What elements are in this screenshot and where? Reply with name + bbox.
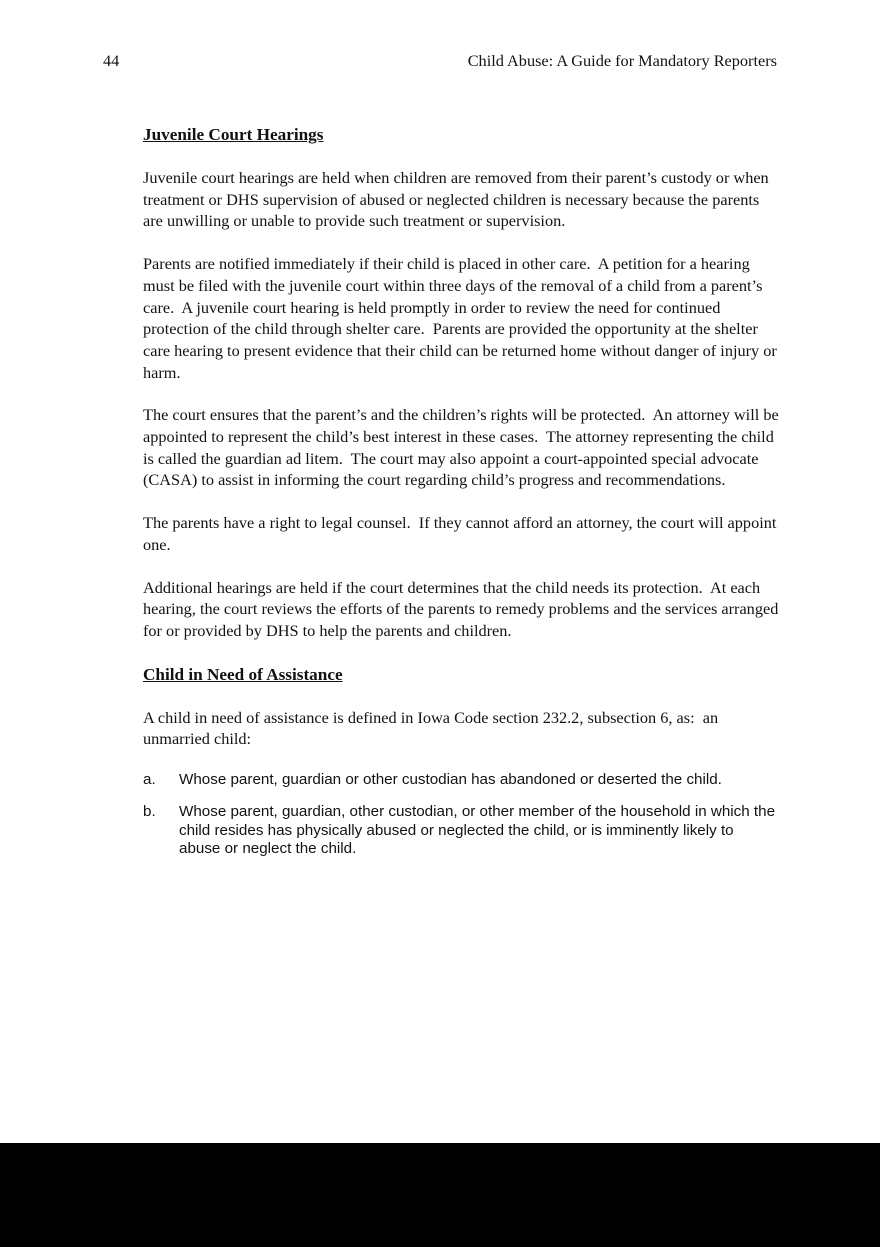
running-title: Child Abuse: A Guide for Mandatory Reporters [467,51,777,70]
lettered-list [143,771,779,859]
list-item-marker: b. [143,803,156,821]
page-number: 44 [103,51,120,70]
section-heading-child-in-need-of-assistance: Child in Need of Assistance [143,664,343,684]
bottom-letterbox-band [0,1143,880,1247]
paragraph: The court ensures that the parent’s and the children’s rights will be protected. An attorney will be appointed to represent the child’s best interest in these cases. The attorney representing the child is called the guardian ad litem. The court may also appoint a court-appointed special advocate (CASA) to assist in informing the court regarding child’s progress and recommendations. [143,405,783,490]
paragraph: A child in need of assistance is defined in Iowa Code section 232.2, subsection 6, as: an unmarried child: [143,707,723,749]
list-item-text: Whose parent, guardian or other custodian has abandoned or deserted the child. [179,771,722,789]
page-header [0,52,880,70]
paragraph: The parents have a right to legal counsel. If they cannot afford an attorney, the court will appoint one. [143,513,781,554]
list-item [143,803,779,858]
list-item-marker: a. [143,771,156,789]
list-item-text: Whose parent, guardian, other custodian, or other member of the household in which the child resides has physically abused or neglected the child, or is imminently likely to abuse or neglect the child. [179,803,780,858]
page-content [143,124,783,859]
paragraph: Additional hearings are held if the court determines that the child needs its protection. At each hearing, the court reviews the efforts of the parents to remedy problems and the services arranged for or provided by DHS to help the parents and children. [143,577,783,640]
paragraph: Juvenile court hearings are held when children are removed from their parent’s custody or when treatment or DHS supervision of abused or neglected children is necessary because the parents are unwilling or unable to provide such treatment or supervision. [143,168,773,231]
list-item [143,771,779,789]
section-heading-juvenile-court-hearings: Juvenile Court Hearings [143,125,324,144]
paragraph: Parents are notified immediately if their child is placed in other care. A petition for a hearing must be filed with the juvenile court within three days of the removal of a child from a parent’s care. A juvenile court hearing is held promptly in order to review the need for continued protection of the child through shelter care. Parents are provided the opportunity at the shelter care hearing to present evidence that their child can be returned home without danger of injury or harm. [143,254,781,382]
